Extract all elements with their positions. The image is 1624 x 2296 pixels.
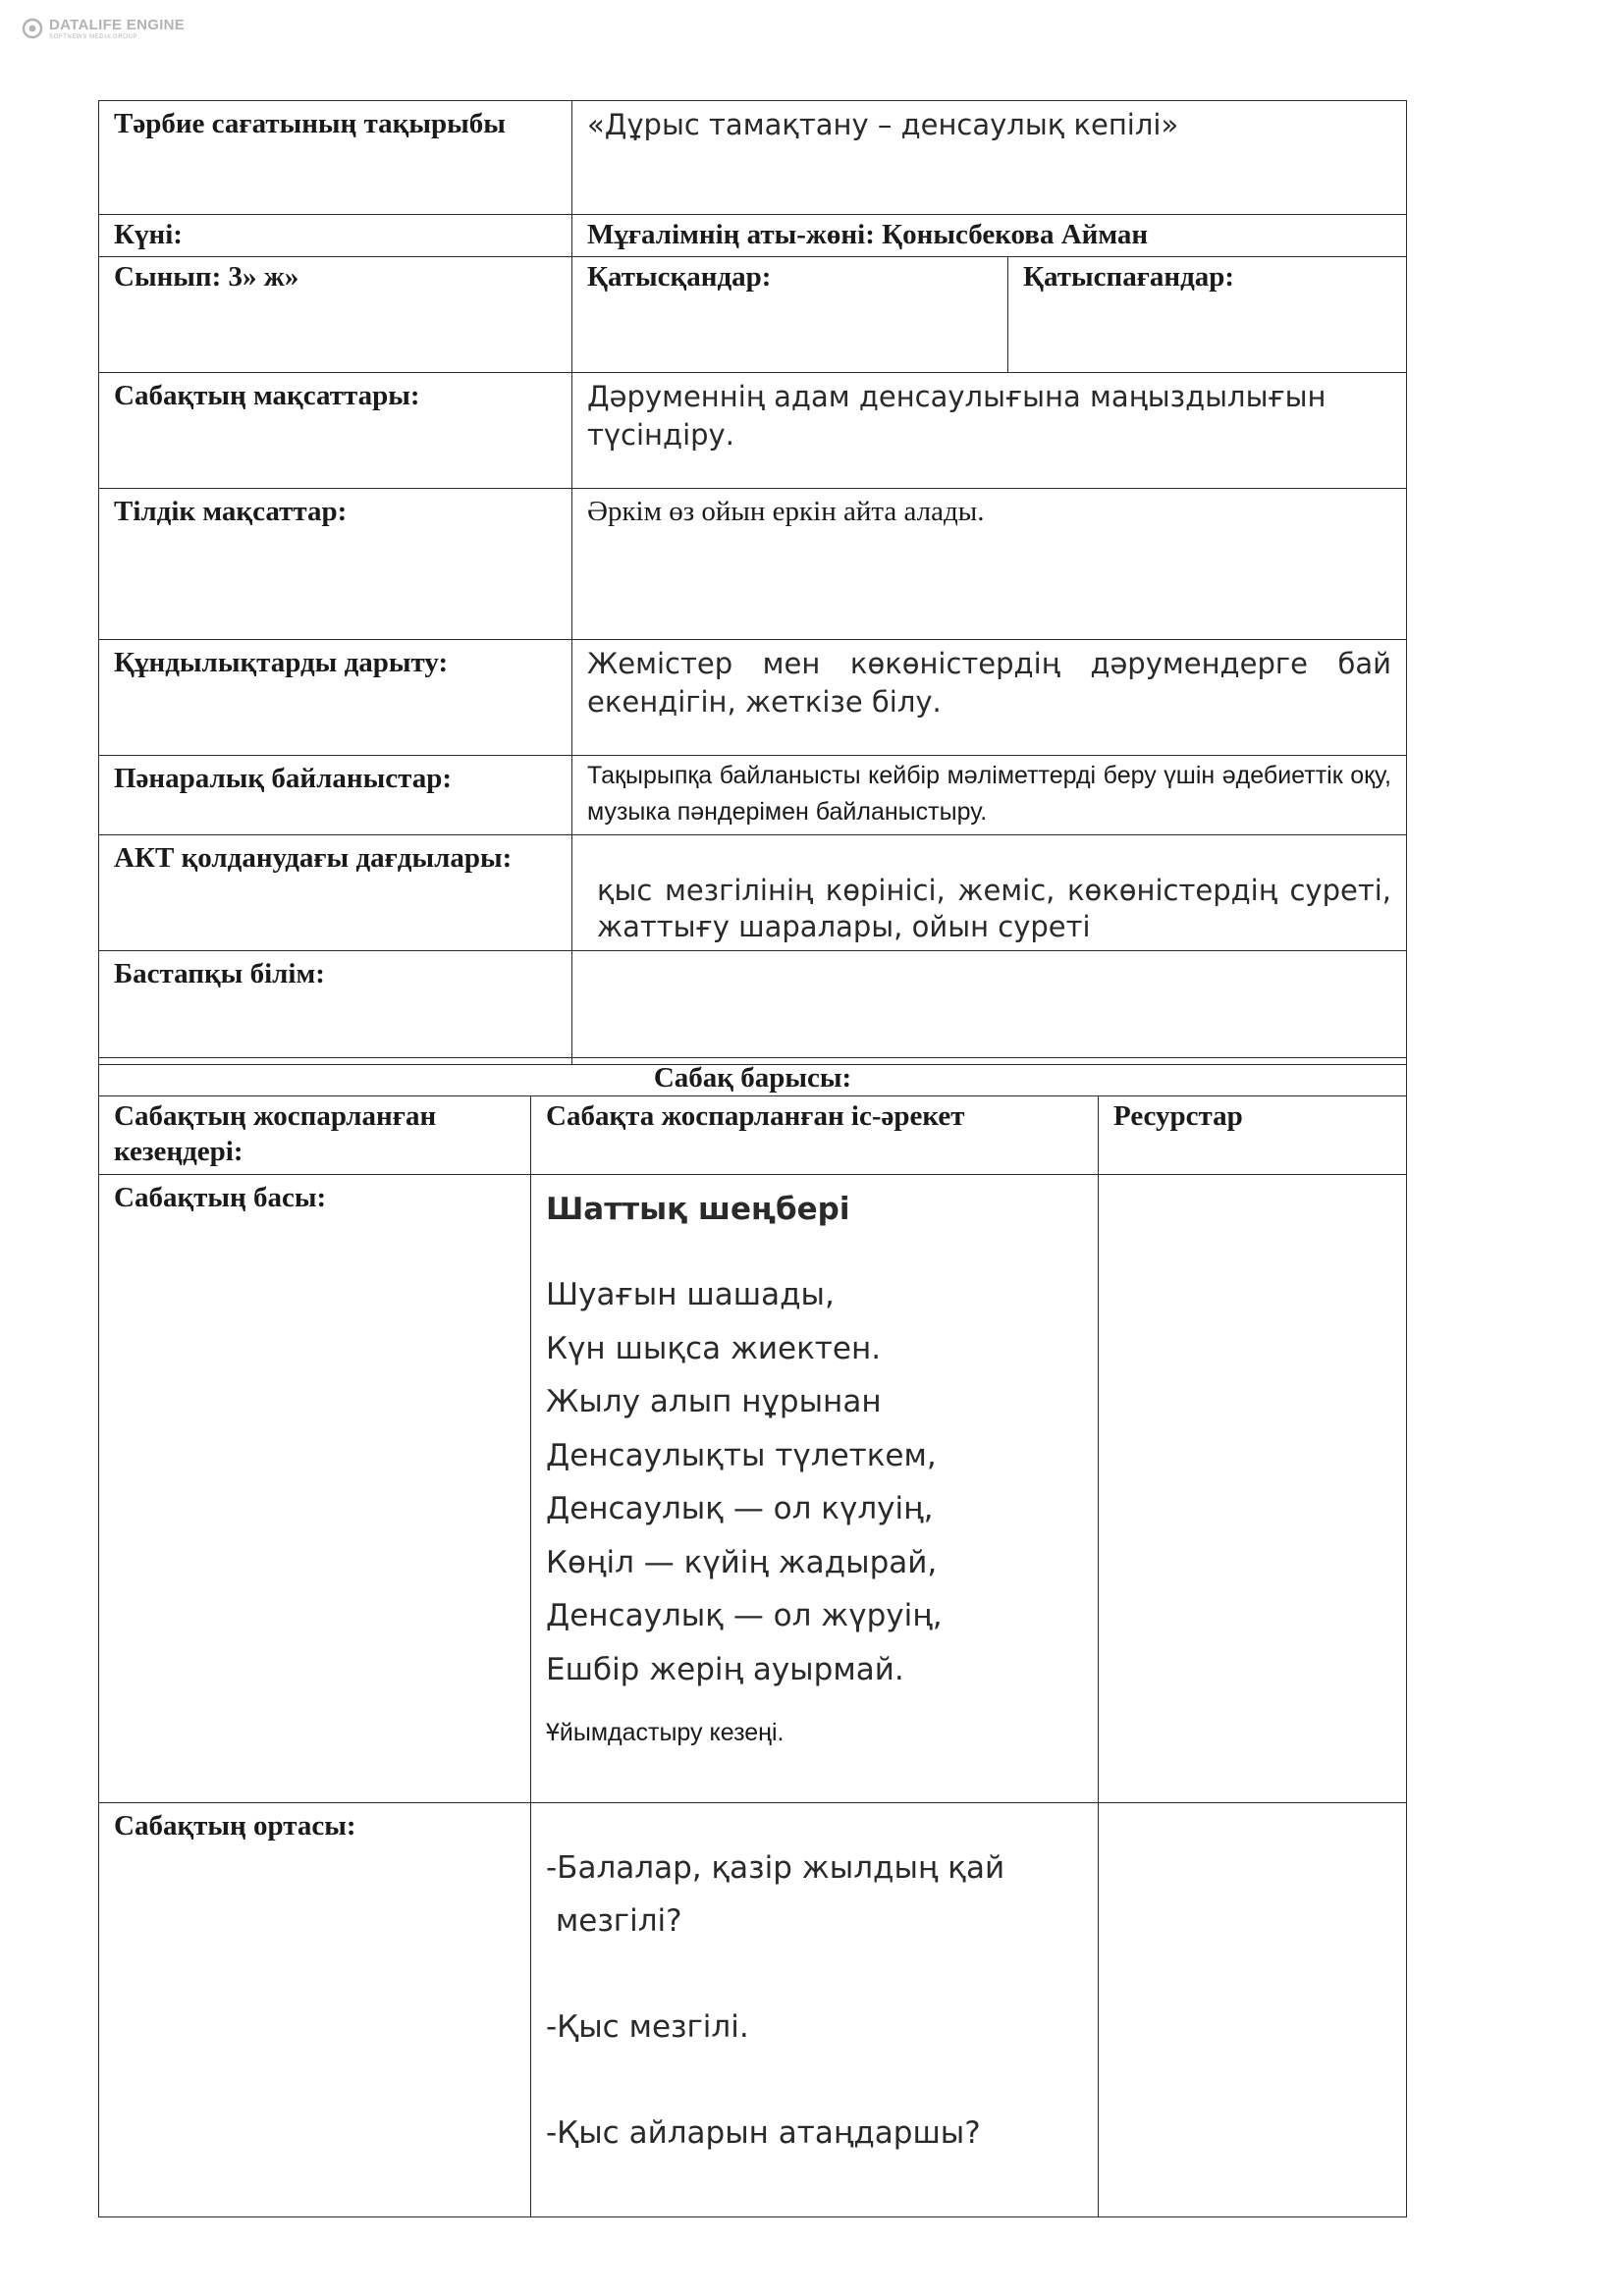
table-row [99, 257, 1407, 373]
question-line: -Қыс айларын атаңдаршы? [546, 2115, 981, 2151]
table-row [99, 215, 1407, 257]
values-value: Жемістер мен көкөністердің дәрумендерге бай екендігін, жеткізе білу. [572, 640, 1407, 756]
table-row [99, 1096, 1407, 1175]
lesson-start-activity [531, 1175, 1099, 1803]
answer-line: -Қыс мезгілі. [546, 2009, 749, 2045]
lang-goals-label: Тілдік мақсаттар: [99, 489, 572, 640]
topic-value: «Дұрыс тамақтану – денсаулық кепілі» [572, 101, 1407, 215]
question-line: мезгілі? [546, 1903, 682, 1939]
table-row [99, 101, 1407, 215]
poem-title: Шаттық шеңбері [546, 1192, 850, 1227]
goals-value: Дәруменнің адам денсаулығына маңыздылығын түсіндіру. [572, 373, 1407, 489]
poem-line: Денсаулық — ол күлуің, [546, 1491, 934, 1526]
poem-line: Ешбір жерің ауырмай. [546, 1651, 904, 1687]
goals-label: Сабақтың мақсаттары: [99, 373, 572, 489]
table-row [99, 373, 1407, 489]
lesson-middle-activity [531, 1803, 1099, 2217]
values-label: Құндылықтарды дарыту: [99, 640, 572, 756]
ict-label: АКТ қолданудағы дағдылары: [99, 835, 572, 951]
lesson-info-table [98, 100, 1407, 1065]
poem-line: Шуағын шашады, [546, 1277, 835, 1312]
lesson-flow-title: Сабақ барысы: [99, 1058, 1407, 1096]
poem-line: Денсаулықты түлеткем, [546, 1437, 937, 1473]
absent-label: Қатыспағандар: [1008, 257, 1407, 373]
class-label: Сынып: 3» ж» [99, 257, 572, 373]
question-line: -Балалар, қазір жылдың қай [546, 1850, 1005, 1886]
table-row [99, 1803, 1407, 2217]
poem-line: Көңіл — күйің жадырай, [546, 1544, 938, 1580]
lesson-plan-table [98, 1057, 1407, 2217]
table-row [99, 640, 1407, 756]
table-row [99, 756, 1407, 835]
watermark [22, 18, 185, 41]
organization-stage: Ұйымдастыру кезеңі. [546, 1719, 785, 1746]
watermark-subtitle: SOFTNEWS MEDIA GROUP [49, 34, 138, 40]
table-row [99, 835, 1407, 951]
poem [546, 1268, 1083, 1696]
poem-line: Денсаулық — ол жүруің, [546, 1598, 943, 1633]
lesson-middle-label: Сабақтың ортасы: [99, 1803, 531, 2217]
date-label: Күні: [99, 215, 572, 257]
prior-knowledge-label: Бастапқы білім: [99, 951, 572, 1065]
table-row [99, 489, 1407, 640]
poem-line: Күн шықса жиектен. [546, 1330, 882, 1366]
teacher-name: Мұғалімнің аты-жөні: Қонысбекова Айман [572, 215, 1407, 257]
present-label: Қатысқандар: [572, 257, 1008, 373]
lesson-start-resources [1099, 1175, 1407, 1803]
resources-header: Ресурстар [1099, 1096, 1407, 1175]
cross-links-value: Тақырыпқа байланысты кейбір мәліметтерді беру үшін әдебиеттік оқу, музыка пәндерімен байланыстыру. [572, 756, 1407, 835]
watermark-title: DATALIFE ENGINE [49, 17, 186, 33]
poem-line: Жылу алып нұрынан [546, 1384, 882, 1419]
table-row [99, 1058, 1407, 1096]
topic-label: Тәрбие сағатының тақырыбы [99, 101, 572, 215]
lesson-middle-resources [1099, 1803, 1407, 2217]
lesson-start-label: Сабақтың басы: [99, 1175, 531, 1803]
table-row [99, 951, 1407, 1065]
activities-header: Сабақта жоспарланған іс-әрекет [531, 1096, 1099, 1175]
ict-value: қыс мезгілінің көрінісі, жеміс, көкөністердің суреті, жаттығу шаралары, ойын суреті [572, 835, 1407, 951]
stages-header: Сабақтың жоспарланған кезеңдері: [99, 1096, 531, 1175]
table-row [99, 1175, 1407, 1803]
dialogue [546, 1842, 1083, 2160]
lang-goals-value: Әркім өз ойын еркін айта алады. [572, 489, 1407, 640]
datalife-logo-icon [22, 18, 43, 39]
prior-knowledge-value [572, 951, 1407, 1065]
cross-links-label: Пәнаралық байланыстар: [99, 756, 572, 835]
